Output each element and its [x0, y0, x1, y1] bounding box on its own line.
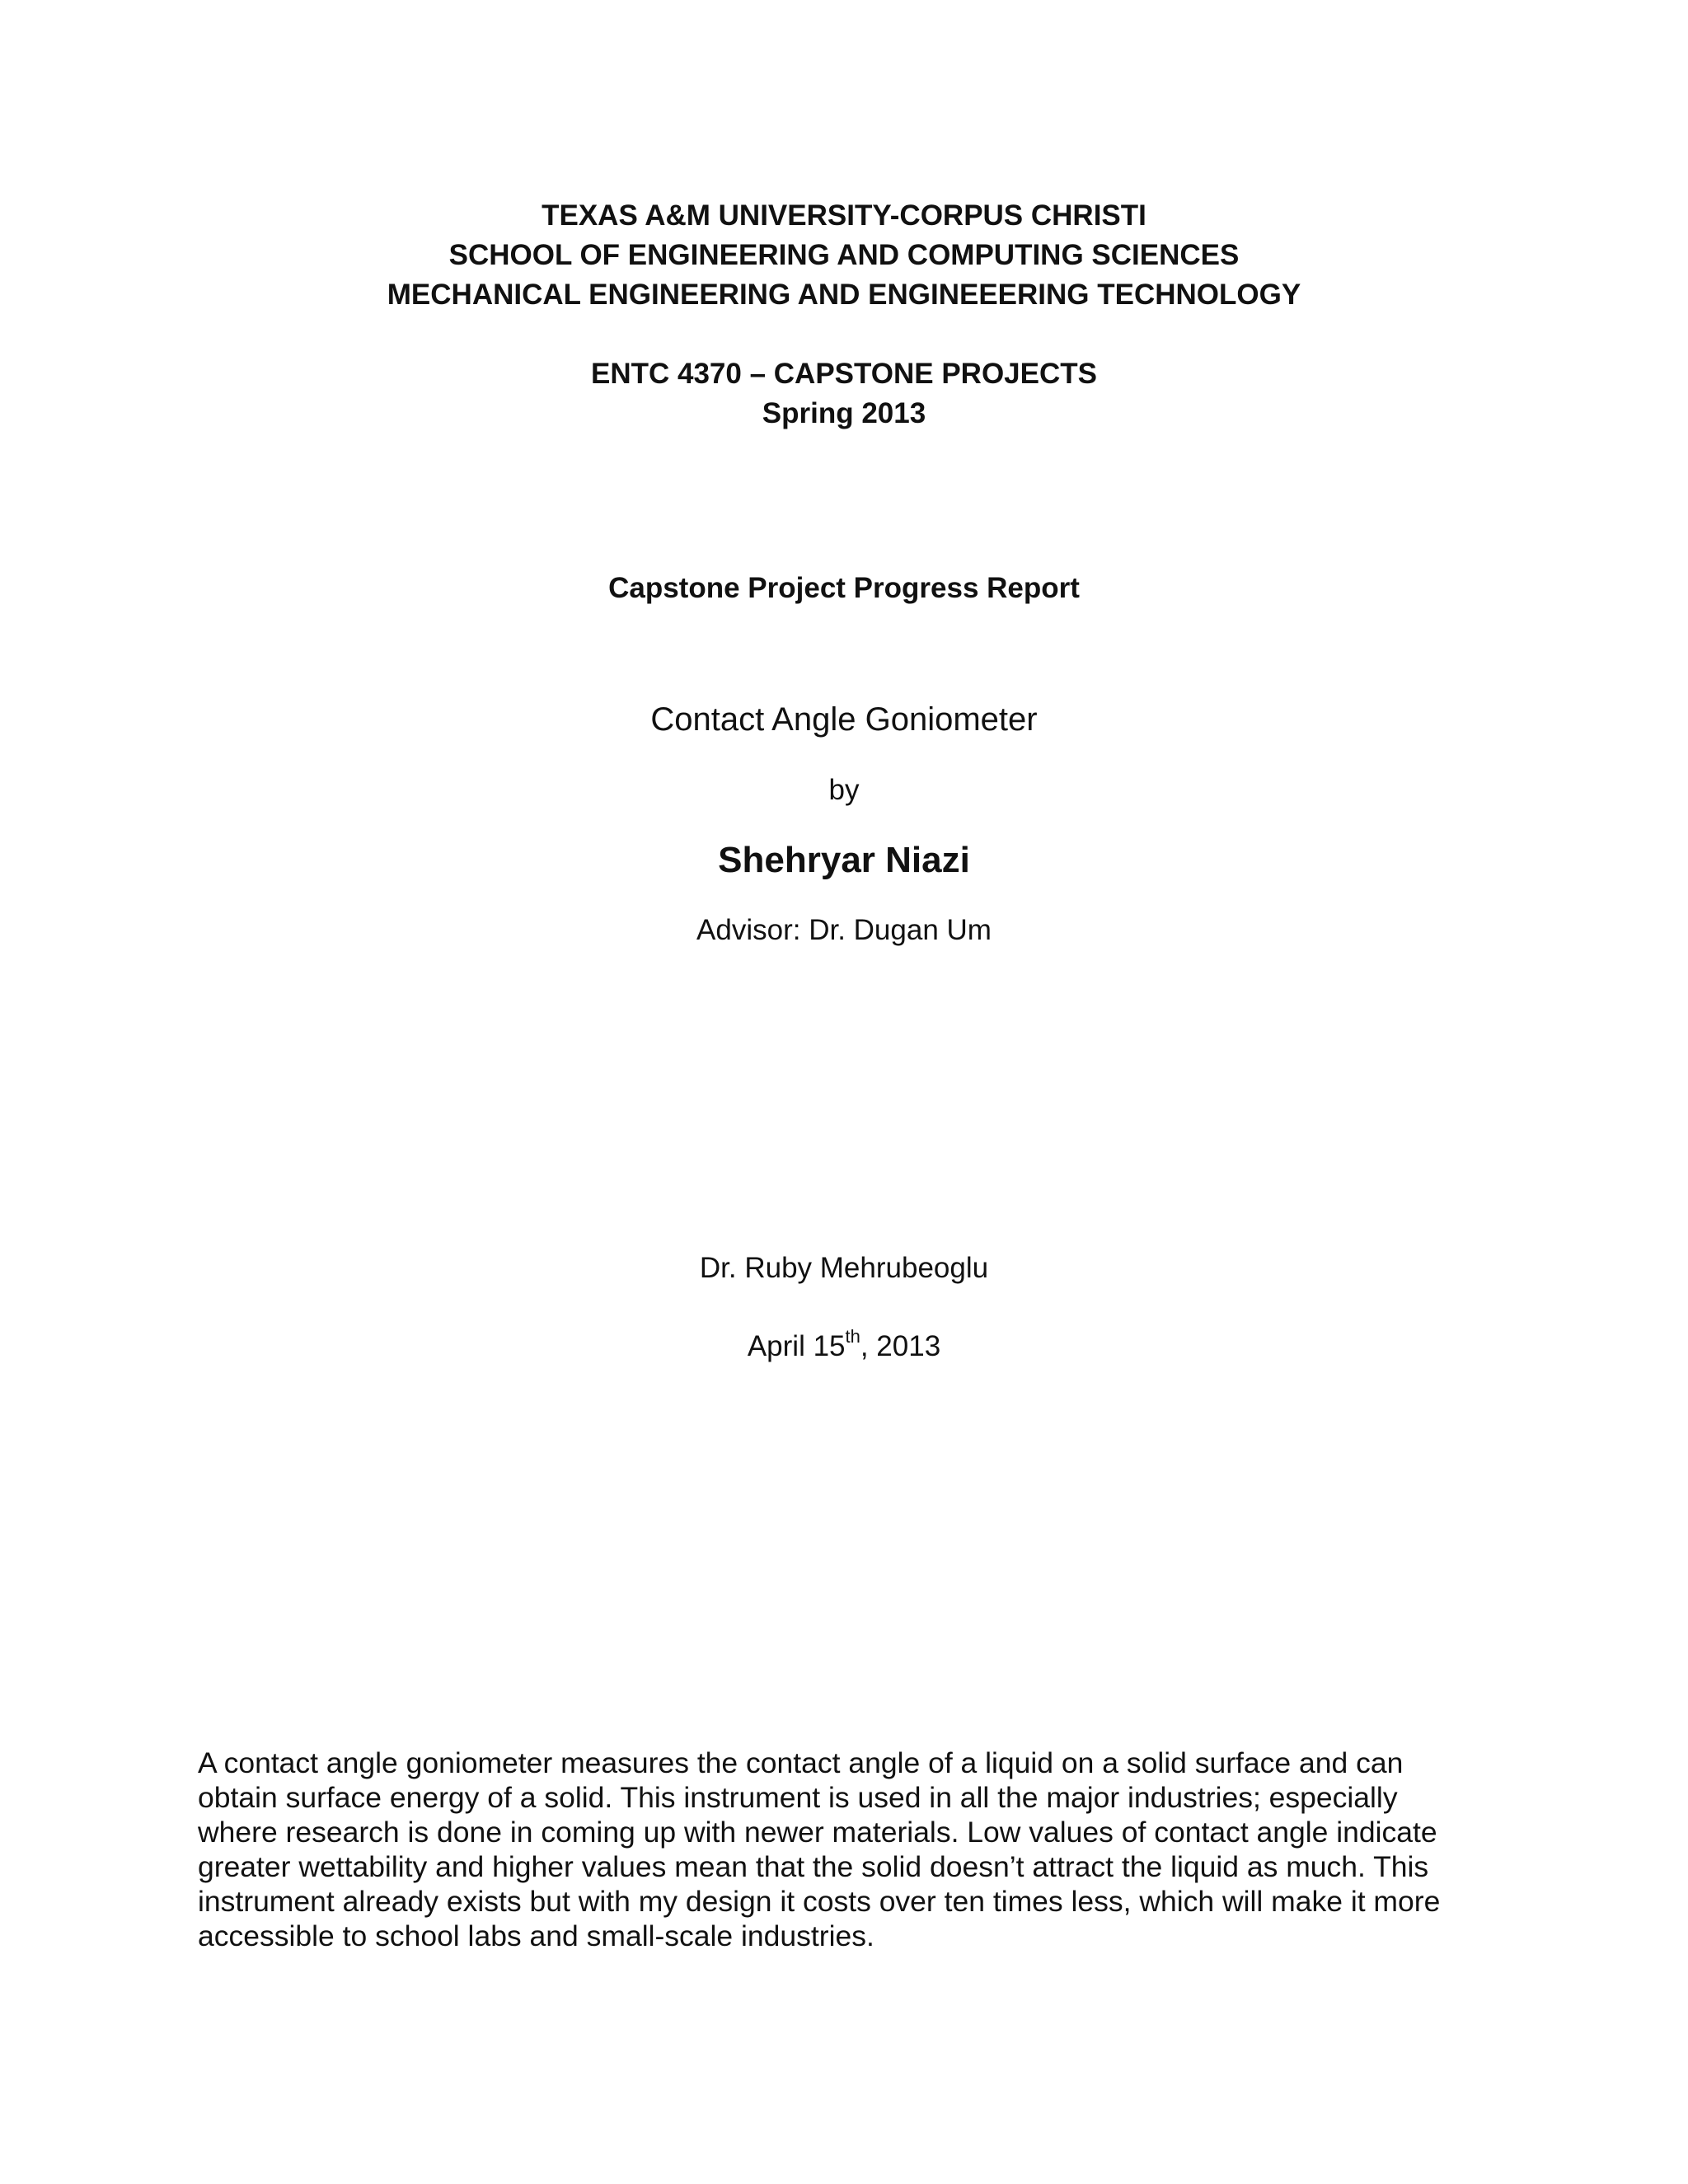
semester: Spring 2013: [762, 397, 926, 429]
abstract-paragraph: [198, 1746, 1517, 1953]
abstract-line: greater wettability and higher values mean that the solid doesn’t attract the liquid as much. This: [198, 1850, 1429, 1883]
abstract-line: accessible to school labs and small-scale industries.: [198, 1919, 874, 1952]
project-title: Contact Angle Goniometer: [650, 701, 1038, 738]
abstract-line: where research is done in coming up with newer materials. Low values of contact angle indicate: [198, 1816, 1437, 1849]
date-year: , 2013: [860, 1330, 941, 1362]
school-name: SCHOOL OF ENGINEERING AND COMPUTING SCIENCES: [448, 239, 1240, 271]
abstract-line: instrument already exists but with my design it costs over ten times less, which will make it more: [198, 1885, 1441, 1918]
date-ordinal-suffix: th: [845, 1326, 860, 1347]
advisor-line: Advisor: Dr. Dugan Um: [696, 914, 992, 946]
author-name: Shehryar Niazi: [718, 840, 970, 880]
by-line: by: [828, 774, 860, 806]
department-name: MECHANICAL ENGINEERING AND ENGINEEERING TECHNOLOGY: [387, 279, 1301, 311]
date-prefix: April 15: [747, 1330, 846, 1362]
course-title: ENTC 4370 – CAPSTONE PROJECTS: [591, 358, 1097, 390]
instructor-name: Dr. Ruby Mehrubeoglu: [699, 1252, 989, 1284]
report-type: Capstone Project Progress Report: [608, 572, 1080, 604]
abstract-line: A contact angle goniometer measures the contact angle of a liquid on a solid surface and can: [198, 1746, 1404, 1779]
abstract-line: obtain surface energy of a solid. This instrument is used in all the major industries; especially: [198, 1781, 1398, 1814]
institution-name: TEXAS A&M UNIVERSITY-CORPUS CHRISTI: [542, 199, 1146, 232]
report-date: [0, 1327, 1688, 1370]
